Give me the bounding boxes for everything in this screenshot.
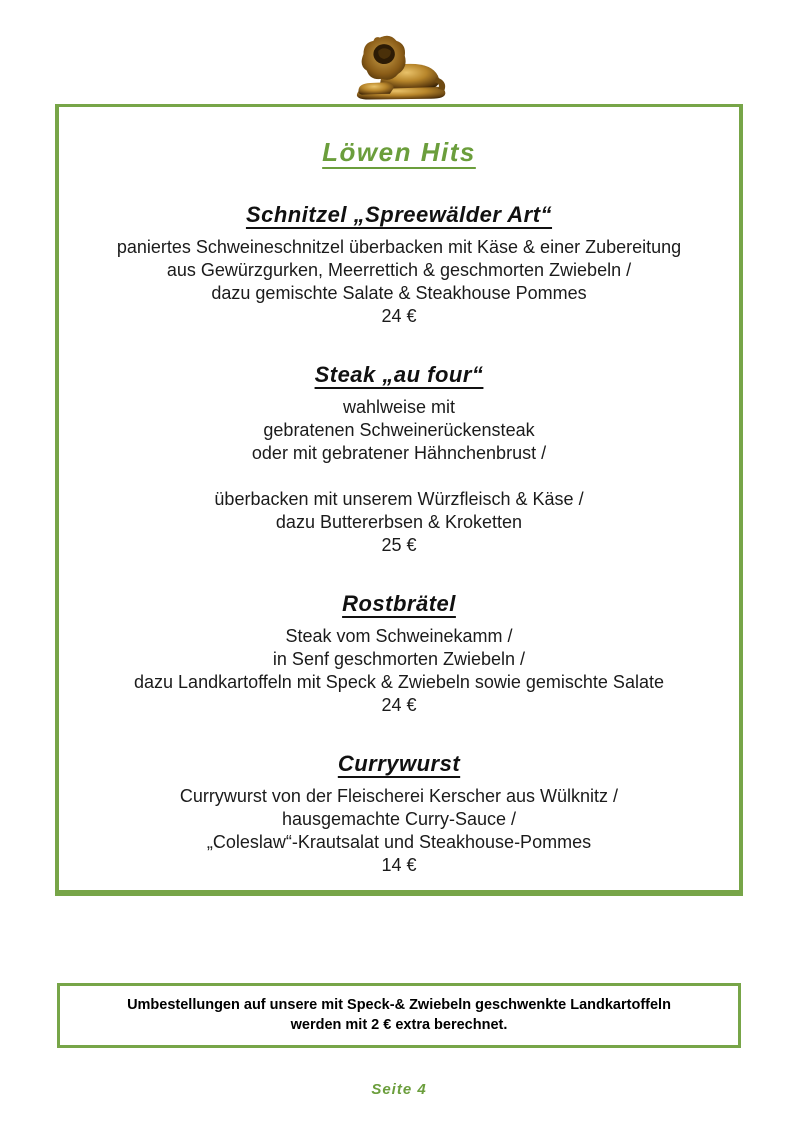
menu-item-name: Currywurst [337,751,461,776]
text-line: oder mit gebratener Hähnchenbrust / [251,443,547,463]
menu-item [59,362,739,557]
text-line: hausgemachte Curry-Sauce / [281,809,517,829]
text-line: dazu Buttererbsen & Kroketten [275,512,523,532]
text-line: werden mit 2 € extra berechnet. [290,1017,508,1033]
page-title: Löwen Hits [322,137,476,167]
menu-item [59,202,739,328]
text-line: überbacken mit unserem Würzfleisch & Käse / [214,489,584,509]
text-line: Steak vom Schweinekamm / [285,626,513,646]
text-line: aus Gewürzgurken, Meerrettich & geschmorten Zwiebeln / [166,260,632,280]
lion-logo [345,26,453,102]
menu-item-name: Schnitzel „Spreewälder Art“ [245,202,553,227]
logo-area [0,0,798,104]
text-line [59,465,739,488]
text-line: in Senf geschmorten Zwiebeln / [272,649,526,669]
text-line: wahlweise mit [342,397,456,417]
menu-item-name: Rostbrätel [342,591,456,616]
menu-item-description [59,236,739,305]
menu-title-row [59,107,739,168]
menu-item-price: 14 € [381,855,417,875]
surcharge-note-box [57,983,741,1048]
menu-item-description [59,396,739,534]
menu-item-name: Steak „au four“ [314,362,484,387]
text-line: gebratenen Schweinerückensteak [263,420,535,440]
menu-border-box [55,104,743,896]
text-line: dazu gemischte Salate & Steakhouse Pommes [211,283,587,303]
menu-item-price: 25 € [381,535,417,555]
text-line: paniertes Schweineschnitzel überbacken mit Käse & einer Zubereitung [116,237,682,257]
page-number: Seite 4 [371,1081,427,1098]
text-line: dazu Landkartoffeln mit Speck & Zwiebeln sowie gemischte Salate [134,672,664,692]
menu-item-price: 24 € [381,695,417,715]
text-line: „Coleslaw“-Krautsalat und Steakhouse-Pommes [206,832,592,852]
menu-item-price: 24 € [381,306,417,326]
menu-item-description [59,785,739,854]
text-line: Umbestellungen auf unsere mit Speck-& Zwiebeln geschwenkte Landkartoffeln [127,997,671,1013]
menu-item [59,751,739,877]
menu-item-description [59,625,739,694]
text-line: Currywurst von der Fleischerei Kerscher aus Wülknitz / [179,786,619,806]
menu-item [59,591,739,717]
